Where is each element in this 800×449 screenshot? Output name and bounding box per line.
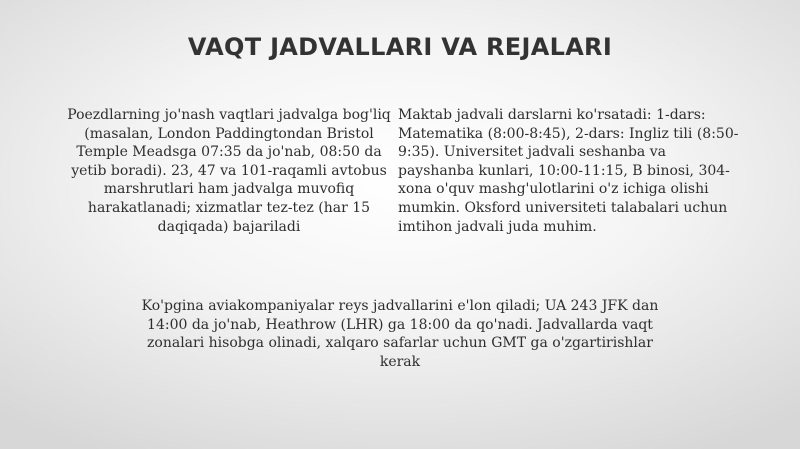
slide-title: VAQT JADVALLARI VA REJALARI — [187, 33, 613, 61]
train-bus-schedule-text: Poezdlarning jo'nash vaqtlari jadvalga bog'liq (masalan, London Paddingtondan Bristol Temple Meadsga 07:35 da jo'nab, 08:50 da yetib boradi). 23, 47 va 101-raqamli avtobus marshrutlari ham jadvalga muvofiq harakatlanadi; xizmatlar tez-tez (har 15 daqiqada) bajariladi — [67, 107, 391, 235]
airline-schedule-text: Ko'pgina aviakompaniyalar reys jadvallarini e'lon qiladi; UA 243 JFK dan 14:00 da jo'nab, Heathrow (LHR) ga 18:00 da qo'nadi. Jadvallarda vaqt zonalari hisobga olinadi, xalqaro safarlar uchun GMT ga o'zgartirishlar kerak — [141, 298, 659, 370]
school-university-schedule-text: Maktab jadvali darslarni ko'rsatadi: 1-dars: Matematika (8:00-8:45), 2-dars: Ingliz tili (8:50-9:35). Universitet jadvali seshanba va payshanba kunlari, 10:00-11:15, B binosi, 304-xona o'quv mashg'ulotlarini o'z ichiga olishi mumkin. Oksford universiteti talabalari uchun imtihon jadvali juda muhim. — [398, 107, 739, 235]
